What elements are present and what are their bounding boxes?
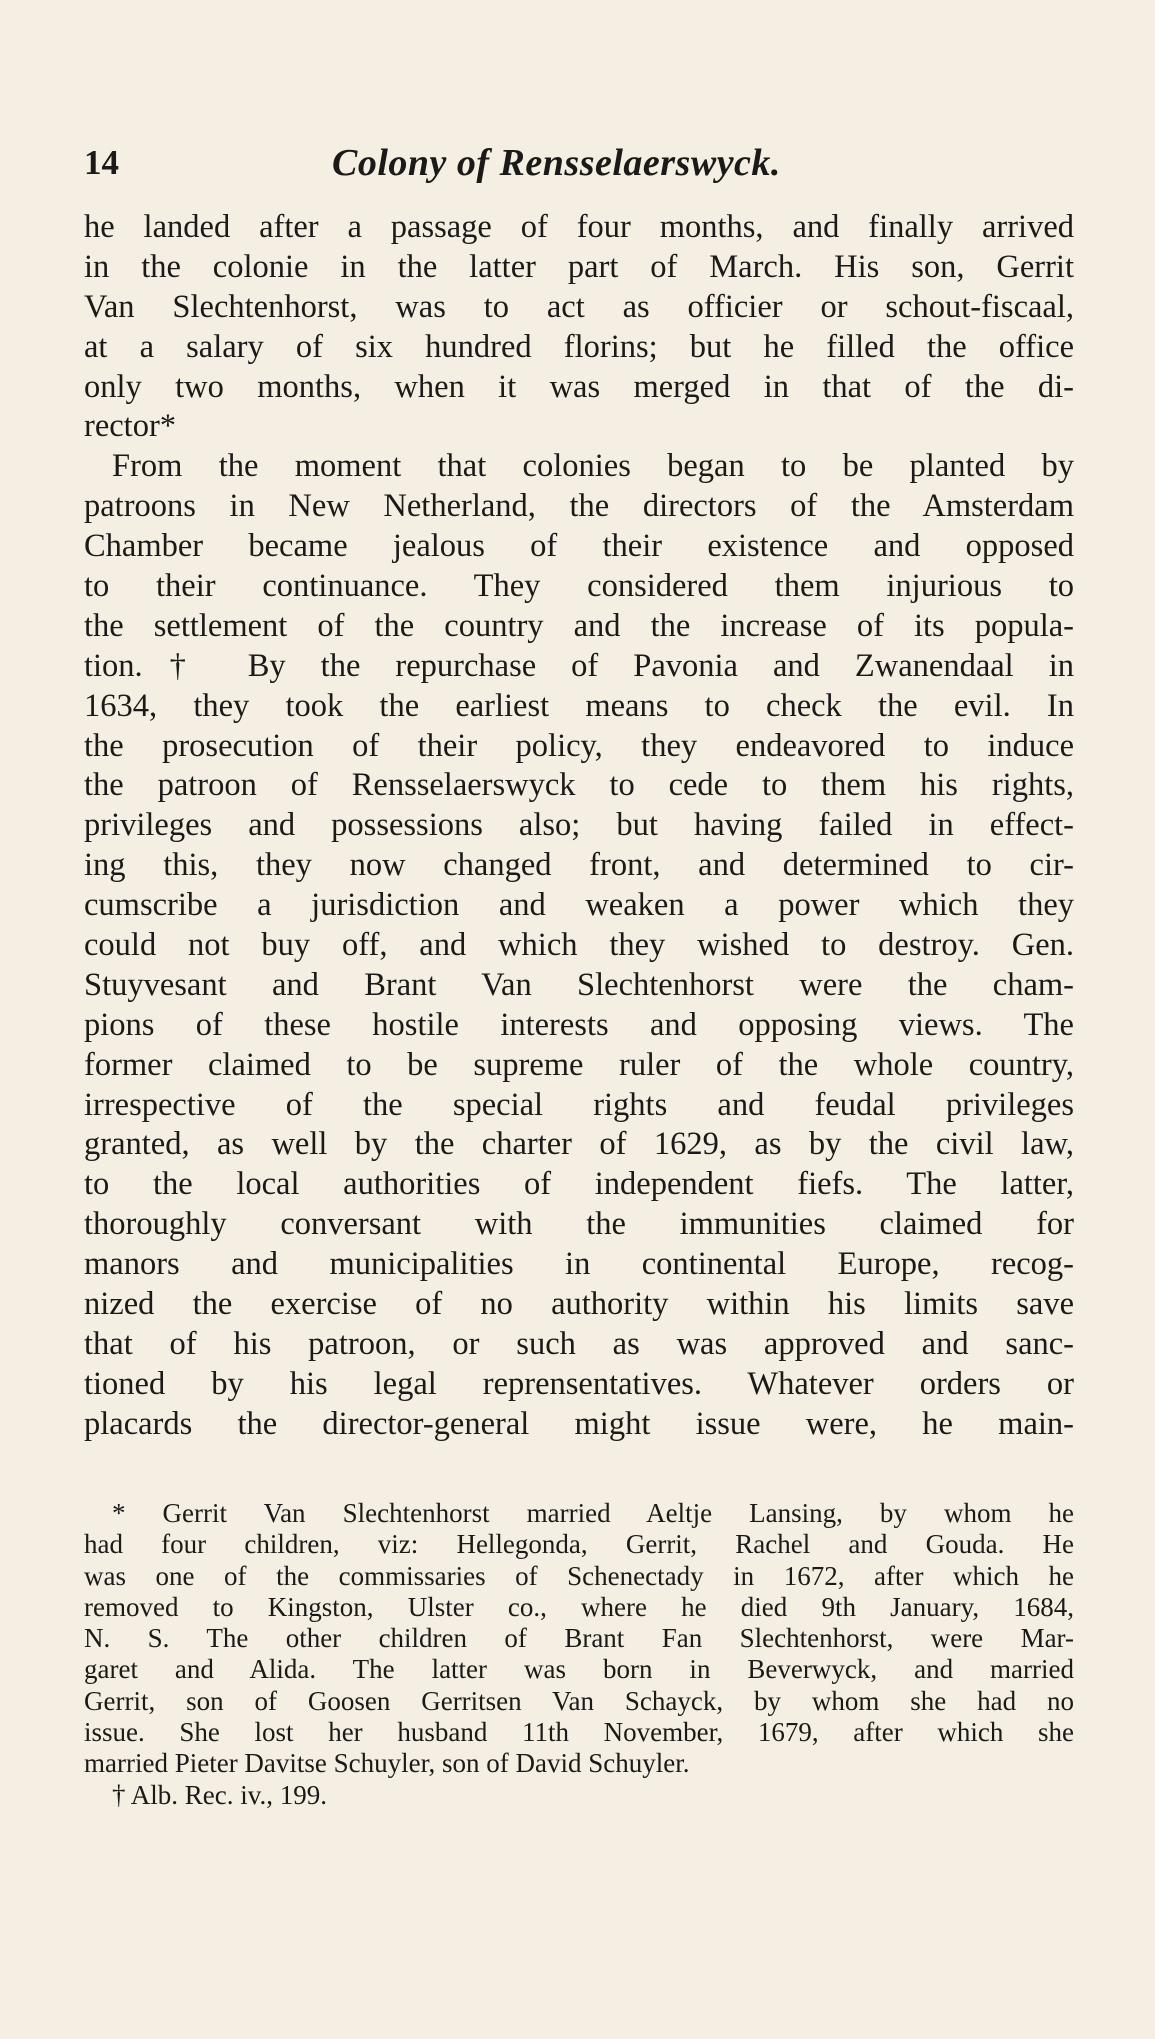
footnotes [84, 1498, 1074, 1811]
body-line: 1634, they took the earliest means to check the evil. In [84, 687, 1074, 724]
footnote-line: married Pieter Davitse Schuyler, son of David Schuyler. [84, 1748, 690, 1779]
body-line: only two months, when it was merged in that of the di- [84, 368, 1074, 405]
body-line: Stuyvesant and Brant Van Slechtenhorst were the cham- [84, 966, 1074, 1003]
body-line: the patroon of Rensselaerswyck to cede to them his rights, [84, 767, 1074, 804]
body-line: pions of these hostile interests and opposing views. The [84, 1006, 1074, 1043]
body-line: irrespective of the special rights and feudal privileges [84, 1086, 1074, 1123]
footnote-line: garet and Alida. The latter was born in Beverwyck, and married [84, 1654, 1074, 1685]
body-line: granted, as well by the charter of 1629, as by the civil law, [84, 1126, 1074, 1163]
footnote-line: Gerrit, son of Goosen Gerritsen Van Schayck, by whom she had no [84, 1685, 1074, 1716]
footnote-line: * Gerrit Van Slechtenhorst married Aeltje Lansing, by whom he [112, 1498, 1074, 1528]
body-line: ing this, they now changed front, and determined to cir- [84, 847, 1074, 884]
body-line: tioned by his legal reprensentatives. Whatever orders or [84, 1365, 1074, 1402]
footnote-line: † Alb. Rec. iv., 199. [112, 1779, 327, 1810]
body-line: cumscribe a jurisdiction and weaken a power which they [84, 887, 1074, 924]
body-line: he landed after a passage of four months, and finally arrived [84, 209, 1074, 245]
body-line: placards the director-general might issue were, he main- [84, 1405, 1074, 1442]
body-line: could not buy off, and which they wished to destroy. Gen. [84, 927, 1074, 964]
body-text [84, 208, 1074, 1445]
body-line: former claimed to be supreme ruler of the whole country, [84, 1046, 1074, 1083]
body-line: the settlement of the country and the increase of its popula- [84, 607, 1074, 644]
footnote-line: N. S. The other children of Brant Fan Slechtenhorst, were Mar- [84, 1623, 1074, 1654]
body-line: that of his patroon, or such as was approved and sanc- [84, 1325, 1074, 1362]
body-line: thoroughly conversant with the immunities claimed for [84, 1206, 1074, 1243]
footnote-line: removed to Kingston, Ulster co., where he died 9th January, 1684, [84, 1591, 1074, 1622]
body-line: the prosecution of their policy, they endeavored to induce [84, 727, 1074, 764]
running-title: Colony of Rensselaerswyck. [332, 142, 781, 184]
page-number: 14 [84, 143, 119, 182]
body-line: From the moment that colonies began to be planted by [112, 448, 1074, 485]
running-head [84, 138, 1054, 188]
body-line: to their continuance. They considered them injurious to [84, 568, 1074, 605]
body-line: in the colonie in the latter part of March. His son, Gerrit [84, 248, 1074, 285]
footnote-line: had four children, viz: Hellegonda, Gerrit, Rachel and Gouda. He [84, 1529, 1074, 1560]
footnote-line: issue. She lost her husband 11th November, 1679, after which she [84, 1717, 1074, 1748]
body-line: to the local authorities of independent fiefs. The latter, [84, 1166, 1074, 1203]
body-line: privileges and possessions also; but having failed in effect- [84, 807, 1074, 844]
body-line: rector* [84, 408, 177, 445]
body-line: manors and municipalities in continental Europe, recog- [84, 1246, 1074, 1283]
body-line: Chamber became jealous of their existence and opposed [84, 528, 1074, 565]
footnote-line: was one of the commissaries of Schenectady in 1672, after which he [84, 1560, 1074, 1591]
body-line: nized the exercise of no authority within his limits save [84, 1286, 1074, 1323]
body-line: at a salary of six hundred florins; but he filled the office [84, 328, 1074, 365]
body-line: patroons in New Netherland, the directors of the Amsterdam [84, 488, 1074, 525]
body-line: tion.† By the repurchase of Pavonia and Zwanendaal in [84, 647, 1074, 684]
body-line: Van Slechtenhorst, was to act as officier or schout-fiscaal, [84, 288, 1074, 325]
